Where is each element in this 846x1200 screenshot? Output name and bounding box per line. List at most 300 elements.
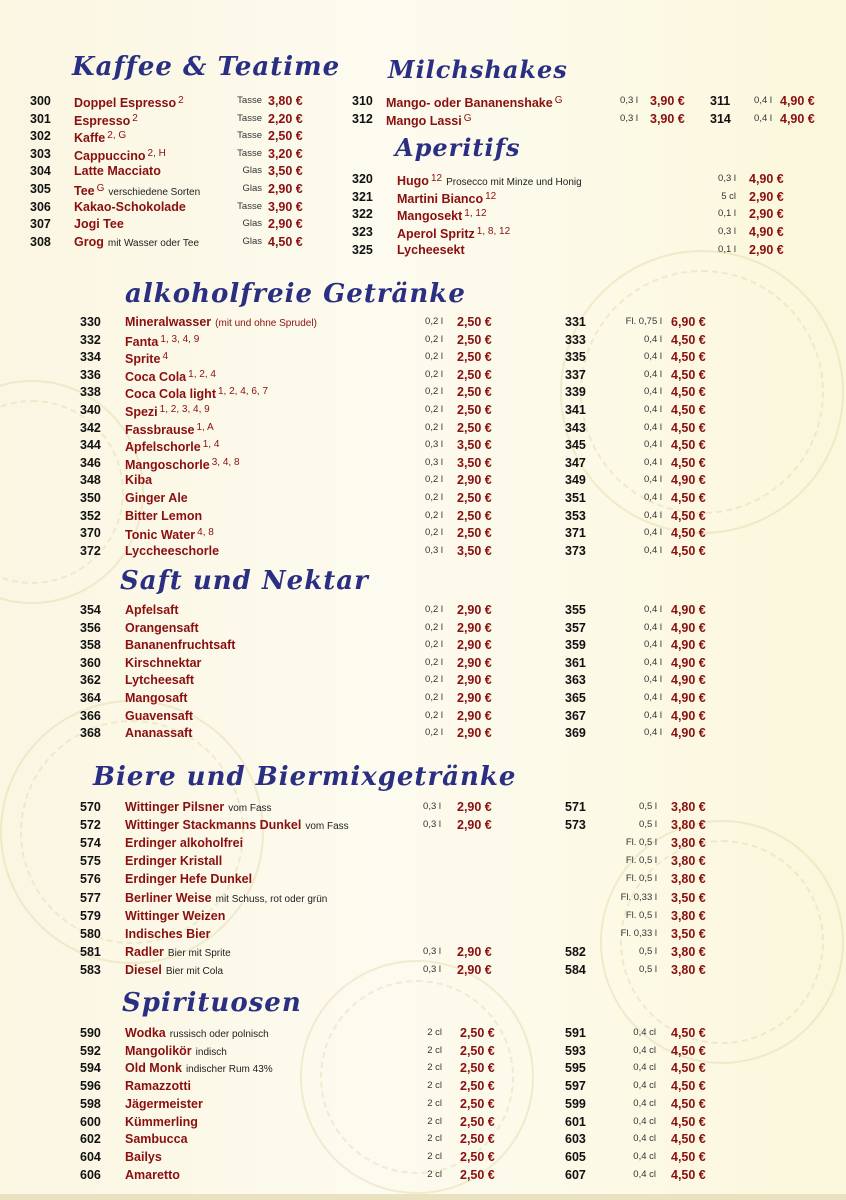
item-price: 3,90 €: [650, 94, 685, 108]
item-name: [125, 925, 210, 943]
item-name: [125, 852, 222, 870]
item-size-large: 0,4 l: [644, 709, 662, 721]
item-number-large: 607: [565, 1167, 586, 1182]
item-price: 2,50 €: [460, 1026, 495, 1040]
item-description: indisch: [195, 1046, 227, 1058]
item-price-large: 4,90 €: [671, 473, 706, 488]
item-name-text: Erdinger Hefe Dunkel: [125, 872, 253, 887]
item-number: 305: [30, 182, 51, 196]
item-size-large: 0,4 l: [644, 727, 662, 739]
item-size: Glas: [242, 235, 262, 247]
item-size: 2 cl: [427, 1133, 442, 1145]
item-name-text: Bailys: [125, 1149, 162, 1164]
item-number: 306: [30, 199, 51, 214]
item-name-text: Jogi Tee: [74, 217, 124, 232]
item-name: [125, 471, 152, 489]
menu-item-row: [0, 636, 846, 654]
item-size: 0,3 l: [423, 963, 441, 975]
item-price: 2,90 €: [457, 673, 492, 688]
item-name: [125, 636, 235, 654]
menu-item-row: [0, 331, 846, 349]
item-price-large: 4,50 €: [671, 543, 706, 558]
item-name-text: Mangosaft: [125, 691, 188, 705]
item-number: 301: [30, 111, 51, 126]
item-number: 350: [80, 491, 101, 505]
menu-item-row: [0, 348, 846, 366]
item-number-large: 331: [565, 315, 586, 329]
menu-item-row: [0, 724, 846, 742]
item-size-large: 0,4 l: [644, 656, 662, 668]
item-name-text: Radler: [125, 944, 164, 959]
item-size: Glas: [242, 165, 262, 177]
item-number-large: 373: [565, 543, 586, 558]
menu-item-row: [0, 170, 846, 188]
item-number: 604: [80, 1149, 101, 1164]
item-name-text: Kümmerling: [125, 1114, 198, 1129]
item-description: Prosecco mit Minze und Honig: [446, 177, 582, 188]
item-size-large: 0,4 l: [754, 95, 772, 106]
item-size: 2 cl: [427, 1150, 442, 1162]
item-name: [125, 707, 193, 725]
item-name-text: Amaretto: [125, 1167, 180, 1182]
menu-item-row: [0, 1042, 846, 1060]
allergen-codes: 2, H: [147, 147, 166, 159]
item-price: 2,50 €: [457, 508, 492, 523]
item-price-large: 4,90 €: [671, 603, 706, 617]
item-number-large: 314: [710, 111, 731, 126]
item-size-large: 0,4 cl: [633, 1133, 656, 1145]
menu-item-row: [0, 907, 846, 925]
item-price: 2,50 €: [457, 403, 492, 417]
item-name: [386, 110, 472, 130]
item-size: 5 cl: [721, 190, 736, 202]
menu-item-row: [0, 1166, 846, 1184]
item-name-text: Ginger Ale: [125, 491, 188, 505]
menu-item-row: [0, 205, 846, 223]
item-price: 3,90 €: [268, 199, 303, 214]
item-size: 0,2 l: [425, 368, 443, 380]
allergen-codes: G: [96, 183, 105, 194]
item-price: 2,90 €: [457, 473, 492, 488]
item-size-large: 0,4 cl: [633, 1115, 656, 1127]
item-price: 2,50 €: [457, 315, 492, 329]
item-name-text: Guavensaft: [125, 708, 194, 723]
item-number: 600: [80, 1114, 101, 1129]
item-name: [125, 816, 349, 836]
item-price-large: 4,50 €: [671, 1043, 706, 1058]
item-price-large: 4,50 €: [671, 1114, 706, 1129]
item-number: 356: [80, 620, 101, 635]
section-heading-spirituosen: Spirituosen: [122, 988, 302, 1018]
item-size: 0,2 l: [425, 404, 443, 415]
item-price: 2,90 €: [268, 217, 303, 232]
item-name-text: Coca Cola: [125, 369, 187, 384]
item-number-large: 347: [565, 455, 586, 470]
item-price: 2,90 €: [457, 603, 492, 617]
item-name: [125, 943, 231, 963]
item-name: [125, 1095, 203, 1113]
item-number: 366: [80, 708, 101, 723]
item-number: 594: [80, 1061, 101, 1076]
allergen-codes: 3, 4, 8: [211, 456, 240, 468]
item-size: 0,1 l: [718, 243, 736, 255]
allergen-codes: 1, 3, 4, 9: [160, 333, 200, 345]
item-name-text: Fanta: [125, 334, 159, 349]
item-number: 325: [352, 242, 373, 257]
menu-item-row: [0, 925, 846, 943]
item-number: 570: [80, 800, 101, 814]
item-name: [125, 619, 199, 637]
item-size: 0,1 l: [718, 208, 736, 220]
item-description: Bier mit Sprite: [167, 947, 231, 959]
item-price: 4,50 €: [268, 234, 303, 249]
item-price: 2,50 €: [460, 1149, 495, 1164]
item-name-text: Ramazzotti: [125, 1079, 191, 1094]
item-name-text: Martini Bianco: [397, 191, 484, 206]
item-size-large: 0,5 l: [639, 801, 657, 812]
item-name-text: Erdinger Kristall: [125, 854, 223, 869]
menu-item-row: [0, 601, 846, 619]
menu-item-row: [0, 145, 846, 163]
item-number-large: 591: [565, 1026, 586, 1040]
allergen-codes: 1, 2, 4, 6, 7: [217, 386, 269, 398]
item-number-large: 603: [565, 1132, 586, 1147]
item-number: 602: [80, 1132, 101, 1147]
item-number-large: 367: [565, 708, 586, 723]
item-name-text: Lytcheesaft: [125, 673, 195, 688]
item-price-large: 3,80 €: [671, 962, 706, 977]
item-size: 2 cl: [427, 1080, 442, 1092]
item-price: 2,50 €: [457, 526, 492, 541]
item-number: 352: [80, 508, 101, 523]
item-size: 0,2 l: [425, 351, 443, 363]
item-size: 0,3 l: [620, 95, 638, 106]
item-price-large: 3,80 €: [671, 854, 706, 869]
menu-item-row: [0, 1148, 846, 1166]
item-name: [125, 834, 243, 852]
item-size-large: Fl. 0,75 l: [625, 316, 662, 327]
section-heading-milchshakes: Milchshakes: [388, 55, 568, 84]
item-price-large: 3,80 €: [671, 872, 706, 887]
item-price-large: 4,50 €: [671, 385, 706, 400]
item-price: 2,90 €: [457, 638, 492, 653]
item-size: 2 cl: [427, 1062, 442, 1074]
item-price: 3,50 €: [268, 164, 303, 179]
item-price: 2,50 €: [268, 129, 303, 144]
item-name: [125, 798, 272, 818]
item-number: 322: [352, 207, 373, 222]
item-number-large: 333: [565, 332, 586, 347]
menu-item-row: [0, 542, 846, 560]
menu-item-row: [0, 92, 846, 110]
item-number: 592: [80, 1043, 101, 1058]
menu-item-row: [0, 943, 846, 961]
item-number-large: 371: [565, 526, 586, 541]
item-name: [125, 907, 225, 925]
item-size: 0,2 l: [425, 527, 443, 539]
item-size-large: 0,4 l: [644, 604, 662, 615]
item-name-text: Kiba: [125, 473, 153, 488]
item-size-large: 0,4 l: [644, 692, 662, 703]
item-name-text: Kakao-Schokolade: [74, 199, 186, 214]
item-size: 0,3 l: [620, 112, 638, 124]
item-size: 2 cl: [427, 1097, 442, 1109]
item-description: russisch oder polnisch: [169, 1029, 269, 1040]
item-name-text: Aperol Spritz: [397, 227, 475, 242]
item-number-large: 341: [565, 403, 586, 417]
menu-item-row: [0, 401, 846, 419]
allergen-codes: 1, A: [196, 421, 214, 433]
item-size: Glas: [242, 183, 262, 194]
item-size-large: 0,4 l: [644, 474, 662, 486]
item-name-text: Tee: [74, 184, 95, 198]
item-name-text: Bananenfruchtsaft: [125, 638, 236, 653]
item-number-large: 599: [565, 1096, 586, 1111]
item-number-large: 361: [565, 655, 586, 670]
item-price: 4,90 €: [749, 225, 784, 240]
item-number: 354: [80, 603, 101, 617]
menu-item-row: [0, 127, 846, 145]
menu-item-row: [0, 889, 846, 907]
item-price-large: 3,80 €: [671, 908, 706, 923]
item-number: 368: [80, 726, 101, 741]
item-number: 598: [80, 1096, 101, 1111]
item-number-large: 369: [565, 726, 586, 741]
item-size: 0,3 l: [718, 226, 736, 238]
section-heading-kaffee: Kaffee & Teatime: [72, 52, 341, 82]
allergen-codes: 1, 8, 12: [476, 226, 511, 238]
item-name-text: Coca Cola light: [125, 387, 216, 402]
item-number: 364: [80, 691, 101, 705]
item-size: 0,3 l: [425, 456, 443, 468]
item-name: [125, 654, 201, 672]
item-size: 0,2 l: [425, 639, 443, 651]
item-price: 2,90 €: [457, 691, 492, 705]
item-number-large: 605: [565, 1149, 586, 1164]
item-name-text: Apfelsaft: [125, 603, 179, 617]
item-size: 0,3 l: [423, 819, 441, 831]
item-number-large: 337: [565, 367, 586, 382]
item-name-text: Mineralwasser: [125, 315, 212, 329]
item-number: 590: [80, 1026, 101, 1040]
item-number: 577: [80, 890, 101, 905]
item-number-large: 573: [565, 818, 586, 833]
item-name-text: Kirschnektar: [125, 655, 202, 670]
item-name-text: Latte Macciato: [74, 164, 161, 179]
item-size-large: 0,4 l: [644, 621, 662, 633]
item-number-large: 355: [565, 603, 586, 617]
item-name-text: Berliner Weise: [125, 890, 212, 905]
allergen-codes: 2: [178, 95, 184, 106]
item-size-large: Fl. 0,33 l: [620, 891, 657, 903]
item-price: 2,50 €: [457, 385, 492, 400]
item-number-large: 593: [565, 1043, 586, 1058]
item-price: 2,50 €: [457, 367, 492, 382]
item-price-large: 4,50 €: [671, 1132, 706, 1147]
menu-item-row: [0, 654, 846, 672]
item-name-text: Lycheesekt: [397, 242, 465, 257]
item-name: [125, 870, 252, 888]
item-number-large: 353: [565, 508, 586, 523]
item-number-large: 359: [565, 638, 586, 653]
item-size-large: 0,4 cl: [633, 1044, 656, 1056]
item-number: 348: [80, 473, 101, 488]
item-number: 336: [80, 367, 101, 382]
item-name-text: Cappuccino: [74, 148, 146, 163]
item-number: 370: [80, 526, 101, 541]
item-number-large: 345: [565, 438, 586, 453]
item-number: 304: [30, 164, 51, 179]
item-name-text: Diesel: [125, 962, 162, 977]
menu-item-row: [0, 313, 846, 331]
item-number-large: 582: [565, 944, 586, 959]
menu-item-row: [0, 188, 846, 206]
item-price: 2,50 €: [460, 1167, 495, 1182]
item-price-large: 4,90 €: [671, 638, 706, 653]
allergen-codes: 1, 4: [202, 439, 220, 451]
item-number: 596: [80, 1079, 101, 1094]
item-size: 2 cl: [427, 1115, 442, 1127]
item-price: 2,50 €: [457, 350, 492, 365]
item-number: 338: [80, 385, 101, 400]
item-size-large: 0,4 cl: [633, 1080, 656, 1092]
item-name-text: Espresso: [74, 113, 131, 128]
item-size: 0,2 l: [425, 492, 443, 503]
item-name-text: Wodka: [125, 1026, 166, 1040]
item-price: 3,90 €: [650, 111, 685, 126]
item-price: 2,50 €: [457, 332, 492, 347]
item-price: 3,20 €: [268, 146, 303, 161]
item-size-large: 0,5 l: [639, 963, 657, 975]
item-price: 2,90 €: [457, 818, 492, 833]
item-price-large: 4,90 €: [780, 111, 815, 126]
item-description: vom Fass: [228, 803, 272, 814]
item-name-text: Old Monk: [125, 1061, 182, 1076]
item-name: [125, 1113, 198, 1131]
item-name: [125, 489, 188, 507]
menu-item-row: [0, 961, 846, 979]
item-name: [125, 542, 219, 560]
item-price-large: 3,80 €: [671, 818, 706, 833]
item-description: Bier mit Cola: [165, 965, 224, 977]
item-price-large: 4,50 €: [671, 1167, 706, 1182]
item-price-large: 4,90 €: [671, 620, 706, 635]
item-price: 2,50 €: [457, 491, 492, 505]
item-name-text: Erdinger alkoholfrei: [125, 836, 244, 851]
item-size: 0,3 l: [423, 945, 441, 957]
item-price: 2,90 €: [457, 620, 492, 635]
section-heading-saft: Saft und Nektar: [120, 566, 369, 596]
allergen-codes: 1, 2, 3, 4, 9: [159, 404, 210, 415]
item-size: Tasse: [237, 200, 262, 212]
allergen-codes: G: [554, 95, 563, 106]
item-number: 576: [80, 872, 101, 887]
item-number: 303: [30, 146, 51, 161]
item-price-large: 4,50 €: [671, 350, 706, 365]
item-name: [125, 1077, 191, 1095]
item-size: 2 cl: [427, 1044, 442, 1056]
item-size-large: 0,4 l: [644, 404, 662, 415]
item-price: 2,90 €: [457, 726, 492, 741]
item-number: 606: [80, 1167, 101, 1182]
item-number-large: 357: [565, 620, 586, 635]
menu-item-row: [0, 1024, 846, 1042]
item-price: 3,50 €: [457, 438, 492, 453]
item-number: 346: [80, 455, 101, 470]
item-price: 2,90 €: [268, 182, 303, 196]
item-number-large: 597: [565, 1079, 586, 1094]
item-size-large: 0,4 l: [644, 492, 662, 503]
item-size: Tasse: [237, 95, 262, 106]
item-price-large: 4,90 €: [780, 94, 815, 108]
allergen-codes: 12: [430, 173, 443, 184]
item-name-text: Lyccheeschorle: [125, 543, 220, 558]
item-price-large: 4,50 €: [671, 403, 706, 417]
menu-item-row: [0, 1059, 846, 1077]
item-price-large: 4,50 €: [671, 1149, 706, 1164]
item-price-large: 4,50 €: [671, 1061, 706, 1076]
item-name: [125, 1166, 180, 1184]
item-number: 323: [352, 225, 373, 240]
item-name-text: Orangensaft: [125, 620, 199, 635]
item-size: 0,2 l: [425, 621, 443, 633]
item-number: 312: [352, 111, 373, 126]
item-price-large: 4,50 €: [671, 526, 706, 541]
menu-item-row: [0, 436, 846, 454]
item-size-large: 0,4 cl: [633, 1027, 656, 1038]
item-size-large: 0,4 l: [754, 112, 772, 124]
item-name: [125, 601, 178, 619]
item-size: 0,2 l: [425, 421, 443, 433]
item-name: [125, 689, 188, 707]
item-number: 330: [80, 315, 101, 329]
item-name-text: Hugo: [397, 174, 429, 188]
item-number-large: 584: [565, 962, 586, 977]
menu-item-row: [0, 834, 846, 852]
item-size-large: 0,4 l: [644, 456, 662, 468]
menu-item-row: [0, 852, 846, 870]
item-number: 358: [80, 638, 101, 653]
item-name-text: Tonic Water: [125, 528, 196, 543]
item-name: [125, 1130, 188, 1148]
menu-item-row: [0, 110, 846, 128]
item-size-large: 0,4 cl: [633, 1097, 656, 1109]
item-size: 0,2 l: [425, 474, 443, 486]
item-size: 0,2 l: [425, 509, 443, 521]
item-name: [125, 1148, 162, 1166]
item-price: 3,50 €: [457, 455, 492, 470]
menu-item-row: [0, 1130, 846, 1148]
item-size-large: Fl. 0,5 l: [625, 837, 657, 849]
item-price: 2,90 €: [749, 207, 784, 222]
item-price: 2,50 €: [460, 1043, 495, 1058]
allergen-codes: 12: [485, 190, 497, 202]
item-number: 362: [80, 673, 101, 688]
item-price: 2,50 €: [457, 420, 492, 435]
item-name-text: Wittinger Weizen: [125, 908, 226, 923]
item-size: 0,2 l: [425, 656, 443, 668]
section-heading-biere: Biere und Biermixgetränke: [93, 762, 517, 792]
item-number: 344: [80, 438, 101, 453]
menu-item-row: [0, 471, 846, 489]
item-number: 320: [352, 172, 373, 186]
menu-item-row: [0, 707, 846, 725]
item-name-text: Grog: [74, 234, 104, 249]
allergen-codes: G: [463, 112, 472, 124]
item-size-large: 0,4 l: [644, 544, 662, 556]
item-description: mit Schuss, rot oder grün: [215, 893, 328, 905]
item-price-large: 4,50 €: [671, 1079, 706, 1094]
